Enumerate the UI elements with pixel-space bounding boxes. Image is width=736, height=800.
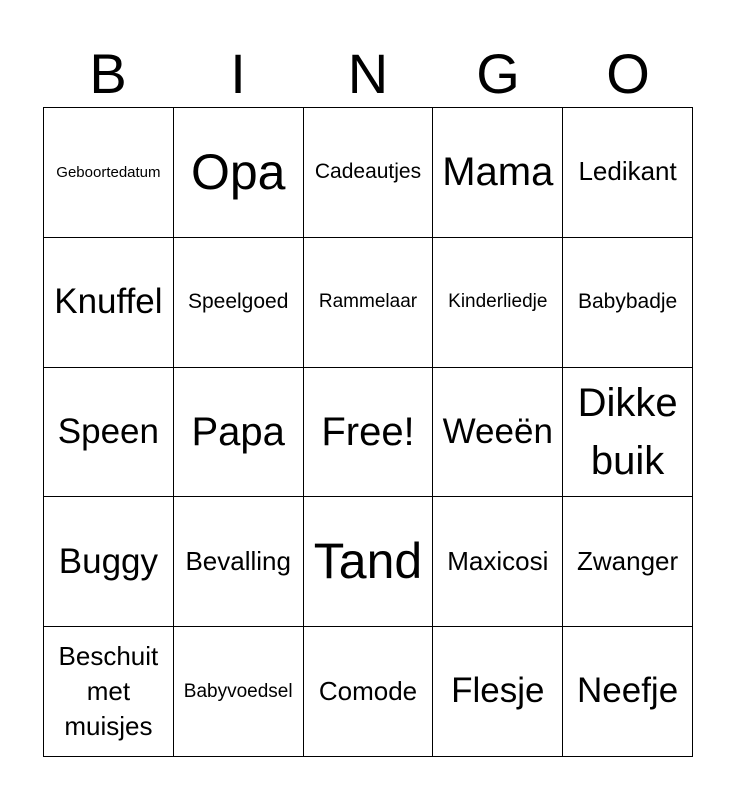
bingo-cell[interactable]: Neefje xyxy=(563,627,693,757)
free-space-cell[interactable]: Free! xyxy=(304,368,434,498)
bingo-cell[interactable]: Knuffel xyxy=(44,238,174,368)
bingo-cell[interactable]: Dikke buik xyxy=(563,368,693,498)
bingo-cell[interactable]: Comode xyxy=(304,627,434,757)
bingo-cell[interactable]: Speelgoed xyxy=(174,238,304,368)
bingo-cell[interactable]: Zwanger xyxy=(563,497,693,627)
bingo-cell[interactable]: Cadeautjes xyxy=(304,108,434,238)
bingo-cell[interactable]: Beschuit met muisjes xyxy=(44,627,174,757)
bingo-cell[interactable]: Weeën xyxy=(433,368,563,498)
bingo-cell[interactable]: Babybadje xyxy=(563,238,693,368)
bingo-card-grid xyxy=(43,107,693,757)
bingo-cell[interactable]: Papa xyxy=(174,368,304,498)
bingo-header xyxy=(43,42,693,106)
header-letter-b: B xyxy=(89,42,127,105)
bingo-cell[interactable]: Babyvoedsel xyxy=(174,627,304,757)
bingo-cell[interactable]: Buggy xyxy=(44,497,174,627)
bingo-cell[interactable]: Kinderliedje xyxy=(433,238,563,368)
bingo-cell[interactable]: Tand xyxy=(304,497,434,627)
bingo-cell[interactable]: Mama xyxy=(433,108,563,238)
bingo-cell[interactable]: Opa xyxy=(174,108,304,238)
header-letter-n: N xyxy=(347,42,389,105)
bingo-cell[interactable]: Maxicosi xyxy=(433,497,563,627)
bingo-cell[interactable]: Bevalling xyxy=(174,497,304,627)
bingo-cell[interactable]: Ledikant xyxy=(563,108,693,238)
bingo-cell[interactable]: Geboortedatum xyxy=(44,108,174,238)
header-letter-o: O xyxy=(606,42,650,105)
bingo-cell[interactable]: Speen xyxy=(44,368,174,498)
bingo-cell[interactable]: Flesje xyxy=(433,627,563,757)
header-letter-g: G xyxy=(476,42,520,105)
header-letter-i: I xyxy=(230,42,246,105)
bingo-cell[interactable]: Rammelaar xyxy=(304,238,434,368)
